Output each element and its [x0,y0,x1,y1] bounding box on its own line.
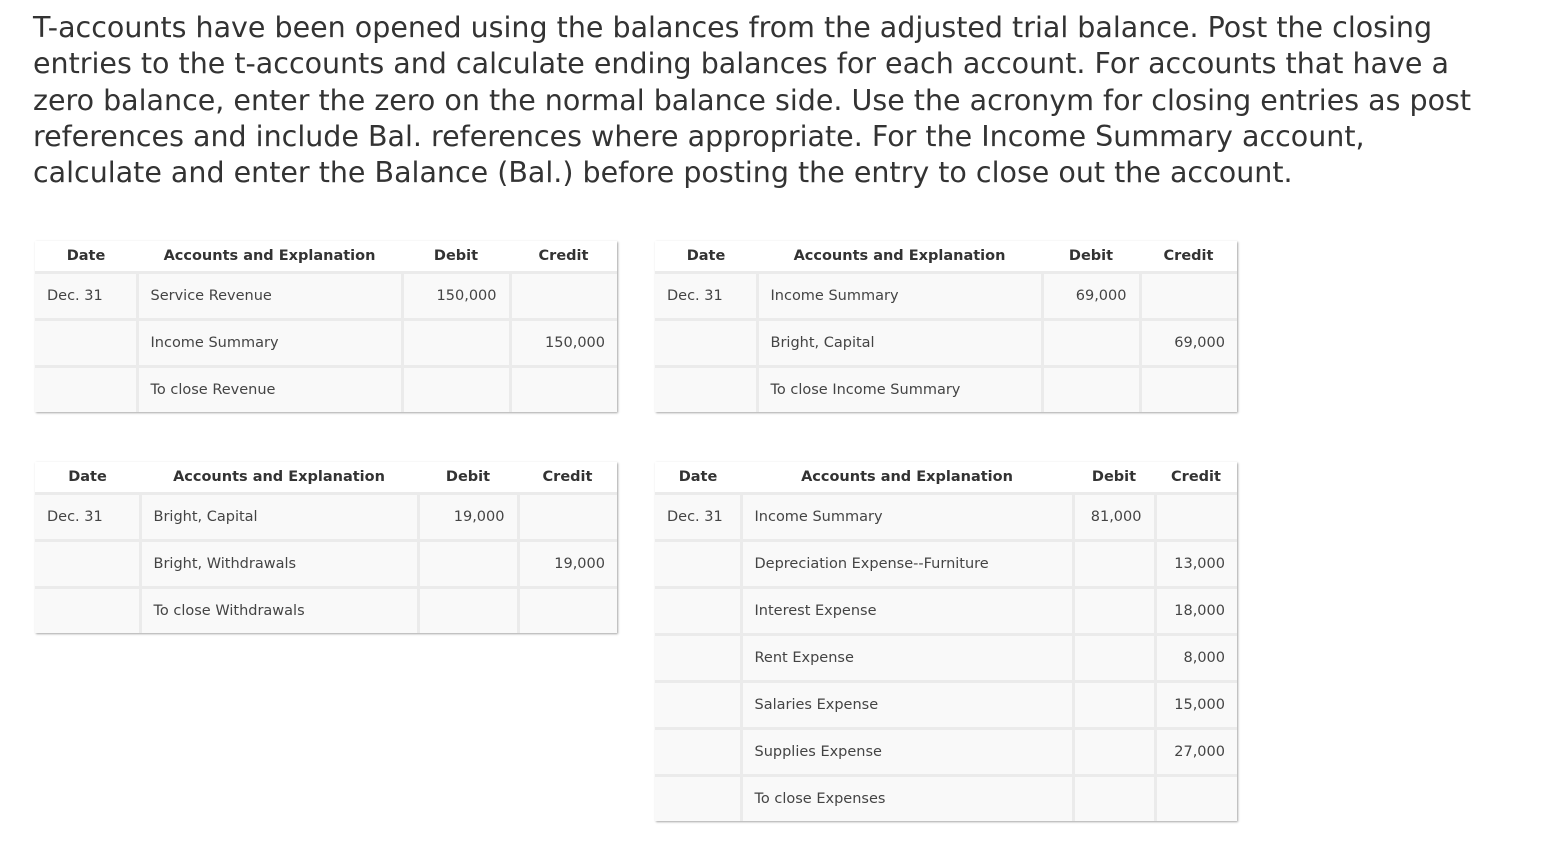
credit-cell[interactable] [1155,494,1237,541]
date-cell[interactable] [35,541,140,588]
credit-cell[interactable]: 13,000 [1155,541,1237,588]
table-row [655,541,1237,588]
debit-cell [402,367,510,413]
debit-cell[interactable] [1042,320,1140,367]
date-header: Date [655,462,741,494]
explanation-cell[interactable]: To close Income Summary [757,367,1042,413]
date-cell[interactable] [655,320,757,367]
table-row [655,588,1237,635]
debit-header: Debit [418,462,518,494]
account-cell[interactable]: Interest Expense [741,588,1073,635]
explanation-cell[interactable]: To close Expenses [741,776,1073,822]
explanation-row [655,367,1237,413]
account-cell[interactable]: Bright, Capital [140,494,418,541]
table-row [35,320,617,367]
credit-cell [1155,776,1237,822]
table-row [35,494,617,541]
account-cell[interactable]: Service Revenue [137,273,402,320]
credit-cell[interactable]: 69,000 [1140,320,1237,367]
table-row [655,320,1237,367]
date-cell[interactable] [655,541,741,588]
account-header: Accounts and Explanation [140,462,418,494]
debit-cell[interactable]: 150,000 [402,273,510,320]
journal-entry-close-withdrawals [35,462,617,633]
credit-cell[interactable]: 18,000 [1155,588,1237,635]
debit-header: Debit [1042,241,1140,273]
journal-entry-close-income-summary [655,241,1237,412]
debit-cell[interactable]: 81,000 [1073,494,1155,541]
credit-cell[interactable]: 150,000 [510,320,617,367]
table-row [655,635,1237,682]
credit-cell [518,588,617,634]
credit-cell[interactable]: 27,000 [1155,729,1237,776]
explanation-cell[interactable]: To close Withdrawals [140,588,418,634]
account-cell[interactable]: Bright, Capital [757,320,1042,367]
date-cell [655,367,757,413]
journal-entry-close-revenue [35,241,617,412]
journal-entry-close-expenses [655,462,1237,821]
debit-cell [1042,367,1140,413]
credit-cell[interactable] [1140,273,1237,320]
credit-header: Credit [1155,462,1237,494]
debit-cell[interactable] [402,320,510,367]
account-header: Accounts and Explanation [741,462,1073,494]
date-header: Date [35,241,137,273]
debit-cell[interactable] [1073,729,1155,776]
explanation-row [35,367,617,413]
table-row [35,541,617,588]
account-cell[interactable]: Bright, Withdrawals [140,541,418,588]
table-row [35,273,617,320]
account-cell[interactable]: Depreciation Expense--Furniture [741,541,1073,588]
date-cell [655,776,741,822]
credit-cell[interactable] [510,273,617,320]
account-cell[interactable]: Income Summary [757,273,1042,320]
debit-cell [1073,776,1155,822]
date-cell[interactable]: Dec. 31 [655,494,741,541]
table-row [655,273,1237,320]
date-cell[interactable]: Dec. 31 [35,494,140,541]
debit-cell[interactable]: 19,000 [418,494,518,541]
credit-cell[interactable]: 15,000 [1155,682,1237,729]
debit-cell [418,588,518,634]
debit-header: Debit [402,241,510,273]
credit-cell [1140,367,1237,413]
account-cell[interactable]: Supplies Expense [741,729,1073,776]
account-cell[interactable]: Rent Expense [741,635,1073,682]
credit-cell[interactable]: 8,000 [1155,635,1237,682]
debit-cell[interactable] [1073,635,1155,682]
table-row [655,729,1237,776]
account-header: Accounts and Explanation [137,241,402,273]
date-cell [35,367,137,413]
date-cell[interactable] [655,682,741,729]
debit-cell[interactable]: 69,000 [1042,273,1140,320]
explanation-cell[interactable]: To close Revenue [137,367,402,413]
account-cell[interactable]: Income Summary [741,494,1073,541]
date-cell[interactable]: Dec. 31 [655,273,757,320]
debit-cell[interactable] [1073,682,1155,729]
debit-cell[interactable] [1073,588,1155,635]
account-cell[interactable]: Salaries Expense [741,682,1073,729]
credit-header: Credit [1140,241,1237,273]
account-cell[interactable]: Income Summary [137,320,402,367]
account-header: Accounts and Explanation [757,241,1042,273]
table-row [655,682,1237,729]
date-cell[interactable] [35,320,137,367]
debit-cell[interactable] [1073,541,1155,588]
date-cell[interactable] [655,635,741,682]
credit-header: Credit [518,462,617,494]
table-row [655,494,1237,541]
date-cell[interactable]: Dec. 31 [35,273,137,320]
instructions-text: T-accounts have been opened using the balances from the adjusted trial balance. Post the closing entries to the t-accounts and calculate ending balances for each account. For accounts that have a zero balance, enter the zero on the normal balance side. Use the acronym for closing entries as post references and include Bal. references where appropriate. For the Income Summary account, calculate and enter the Balance (Bal.) before posting the entry to close out the account. [33,11,1472,190]
date-cell[interactable] [655,729,741,776]
explanation-row [655,776,1237,822]
date-cell [35,588,140,634]
credit-header: Credit [510,241,617,273]
credit-cell[interactable]: 19,000 [518,541,617,588]
debit-cell[interactable] [418,541,518,588]
credit-cell[interactable] [518,494,617,541]
date-header: Date [35,462,140,494]
date-cell[interactable] [655,588,741,635]
explanation-row [35,588,617,634]
credit-cell [510,367,617,413]
date-header: Date [655,241,757,273]
debit-header: Debit [1073,462,1155,494]
